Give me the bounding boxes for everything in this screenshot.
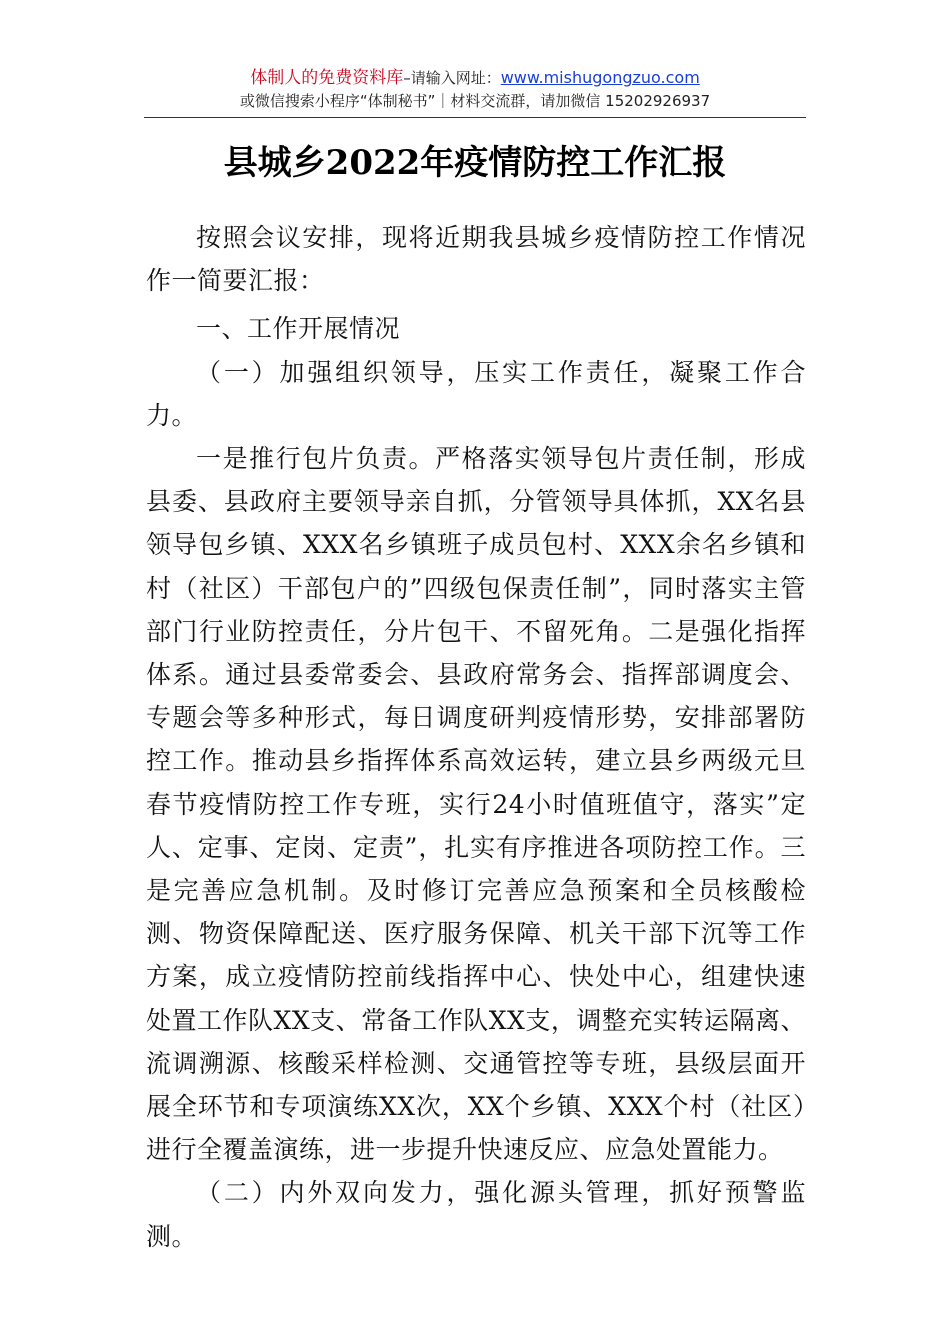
header-divider [144,117,806,118]
document-title: 县城乡2022年疫情防控工作汇报 [223,143,727,183]
subsection-heading: （二）内外双向发力，强化源头管理，抓好预警监测。 [146,1178,806,1251]
brand-name: 体制人的免费资料库 [250,68,404,88]
section-heading: 一、工作开展情况 [196,314,401,344]
site-header [0,66,950,112]
url-prompt: –请输入网址： [403,69,501,87]
document-body [146,216,806,1258]
subsection-heading: （一）加强组织领导，压实工作责任，凝聚工作合力。 [146,357,806,430]
intro-paragraph: 按照会议安排，现将近期我县城乡疫情防控工作情况作一简要汇报： [146,223,806,296]
body-paragraph: 一是推行包片负责。严格落实领导包片责任制，形成县委、县政府主要领导亲自抓，分管领导具体抓，XX名县领导包乡镇、XXX名乡镇班子成员包村、XXX余名乡镇和村（社区）干部包户的”四级包保责任制”，同时落实主管部门行业防控责任，分片包干、不留死角。二是强化指挥体系。通过县委常委会、县政府常务会、指挥部调度会、专题会等多种形式，每日调度研判疫情形势，安排部署防控工作。推动县乡指挥体系高效运转，建立县乡两级元旦春节疫情防控工作专班，实行24小时值班值守，落实”定人、定事、定岗、定责”，扎实有序推进各项防控工作。三是完善应急机制。及时修订完善应急预案和全员核酸检测、物资保障配送、医疗服务保障、机关干部下沉等工作方案，成立疫情防控前线指挥中心、快处中心，组建快速处置工作队XX支、常备工作队XX支，调整充实转运隔离、流调溯源、核酸采样检测、交通管控等专班，县级层面开展全环节和专项演练XX次，XX个乡镇、XXX个村（社区）进行全覆盖演练，进一步提升快速反应、应急处置能力。 [146,444,806,1165]
website-link[interactable]: www.mishugongzuo.com [500,68,700,87]
header-line-1 [0,66,950,90]
header-line-2: 或微信搜索小程序“体制秘书”｜材料交流群，请加微信 15202926937 [239,92,711,110]
